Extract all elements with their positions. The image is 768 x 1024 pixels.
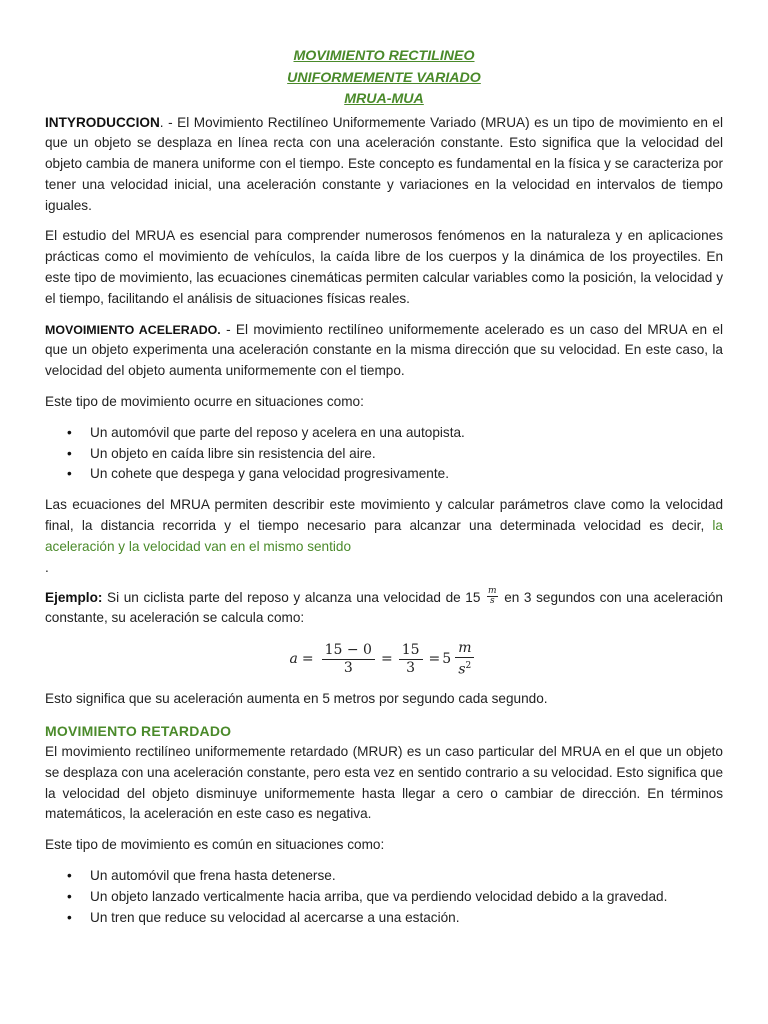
unit-fraction <box>487 587 498 606</box>
formula-coefficient: 5 <box>442 650 452 667</box>
title-line-3: MRUA-MUA <box>344 91 424 107</box>
example-keyword: Ejemplo: <box>45 589 103 605</box>
fraction-2-denominator: 3 <box>406 659 416 676</box>
study-paragraph: El estudio del MRUA es esencial para comprender numerosos fenómenos en la naturaleza y en aplicaciones prácticas como el movimiento de vehículos, la caída libre de los cuerpos y la dinámica de los proyectiles. En este tipo de movimiento, las ecuaciones cinemáticas permiten calcular variables como la posición, la velocidad y el tiempo, facilitando el análisis de situaciones físicas reales. <box>45 228 723 306</box>
list-item: • Un automóvil que parte del reposo y acelera en una autopista. <box>90 423 723 444</box>
example-text-after: en 3 segundos con una aceleración constante, su aceleración se calcula como: <box>45 589 723 626</box>
example-result: Esto significa que su aceleración aumenta en 5 metros por segundo cada segundo. <box>45 691 548 707</box>
formula-unit-fraction <box>455 640 474 679</box>
accelerated-paragraph <box>45 320 723 382</box>
retarded-paragraph: El movimiento rectilíneo uniformemente retardado (MRUR) es un caso particular del MRUA en el que un objeto se desplaza con una aceleración constante, pero esta vez en sentido contrario a su velocidad. Esto significa que la velocidad del objeto disminuye uniformemente hasta llegar a cero o cambiar de dirección. En términos matemáticos, la aceleración en este caso es negativa. <box>45 744 723 822</box>
accelerated-list <box>45 423 723 485</box>
formula-fraction-2 <box>399 642 423 677</box>
equations-paragraph <box>45 495 723 557</box>
unit-denominator: s <box>489 595 495 606</box>
document-title <box>45 46 723 111</box>
intro-paragraph <box>45 113 723 217</box>
title-line-1: MOVIMIENTO RECTILINEO <box>293 48 475 64</box>
acceleration-formula <box>45 641 723 677</box>
formula-unit-denominator: $s^2$ <box>458 660 472 678</box>
fraction-1-numerator: 15 − 0 <box>322 642 375 660</box>
fraction-1-denominator: 3 <box>343 659 353 676</box>
title-line-2: UNIFORMEMENTE VARIADO <box>287 69 481 86</box>
equations-text: Las ecuaciones del MRUA permiten describir este movimiento y calcular parámetros clave como la velocidad final, la distancia recorrida y el tiempo necesario para alcanzar una determinada velocidad es decir, <box>45 497 723 534</box>
list-item: • Un automóvil que frena hasta detenerse. <box>90 866 723 887</box>
accelerated-text: - El movimiento rectilíneo uniformemente acelerado es un caso del MRUA en el que un objeto experimenta una aceleración constante en la misma dirección que su velocidad. En este caso, la velocidad del objeto aumenta uniformemente con el tiempo. <box>45 321 723 379</box>
formula-lhs: a <box>289 650 298 667</box>
retarded-list <box>45 866 723 928</box>
example-text-before: Si un ciclista parte del reposo y alcanza una velocidad de 15 <box>102 589 486 605</box>
list-item: • Un cohete que despega y gana velocidad progresivamente. <box>90 464 723 485</box>
formula-equals: = <box>301 650 314 667</box>
equations-highlight: la aceleración y la velocidad van en el mismo sentido <box>45 518 723 554</box>
fraction-2-numerator: 15 <box>399 642 423 660</box>
accelerated-list-intro: Este tipo de movimiento ocurre en situaciones como: <box>45 394 364 410</box>
list-item: • Un objeto en caída libre sin resistencia del aire. <box>90 444 723 465</box>
intro-keyword: INTYRODUCCION <box>45 114 160 130</box>
formula-fraction-1 <box>322 642 375 677</box>
intro-text: . - El Movimiento Rectilíneo Uniformemente Variado (MRUA) es un tipo de movimiento en el que un objeto se desplaza en línea recta con una aceleración constante. Esto significa que la velocidad del objeto cambia de manera uniforme con el tiempo. Este concepto es fundamental en la física y se caracteriza por tener una velocidad inicial, una aceleración constante y variaciones en la velocidad en intervalos de tiempo iguales. <box>45 114 723 213</box>
example-paragraph <box>45 585 723 630</box>
unit-numerator: m <box>488 585 497 596</box>
retarded-list-intro: Este tipo de movimiento es común en situaciones como: <box>45 837 385 853</box>
retarded-heading: MOVIMIENTO RETARDADO <box>45 723 232 740</box>
formula-unit-numerator: m <box>455 640 474 658</box>
list-item: • Un objeto lanzado verticalmente hacia arriba, que va perdiendo velocidad debido a la gravedad. <box>90 887 723 908</box>
formula-equals: = <box>380 650 393 667</box>
formula-unit-exponent: 2 <box>465 660 472 671</box>
list-item: • Un tren que reduce su velocidad al acercarse a una estación. <box>90 908 723 929</box>
accelerated-keyword: MOVOIMIENTO ACELERADO. <box>45 322 221 337</box>
stray-dot: . <box>45 559 49 575</box>
formula-equals: = <box>428 650 441 667</box>
